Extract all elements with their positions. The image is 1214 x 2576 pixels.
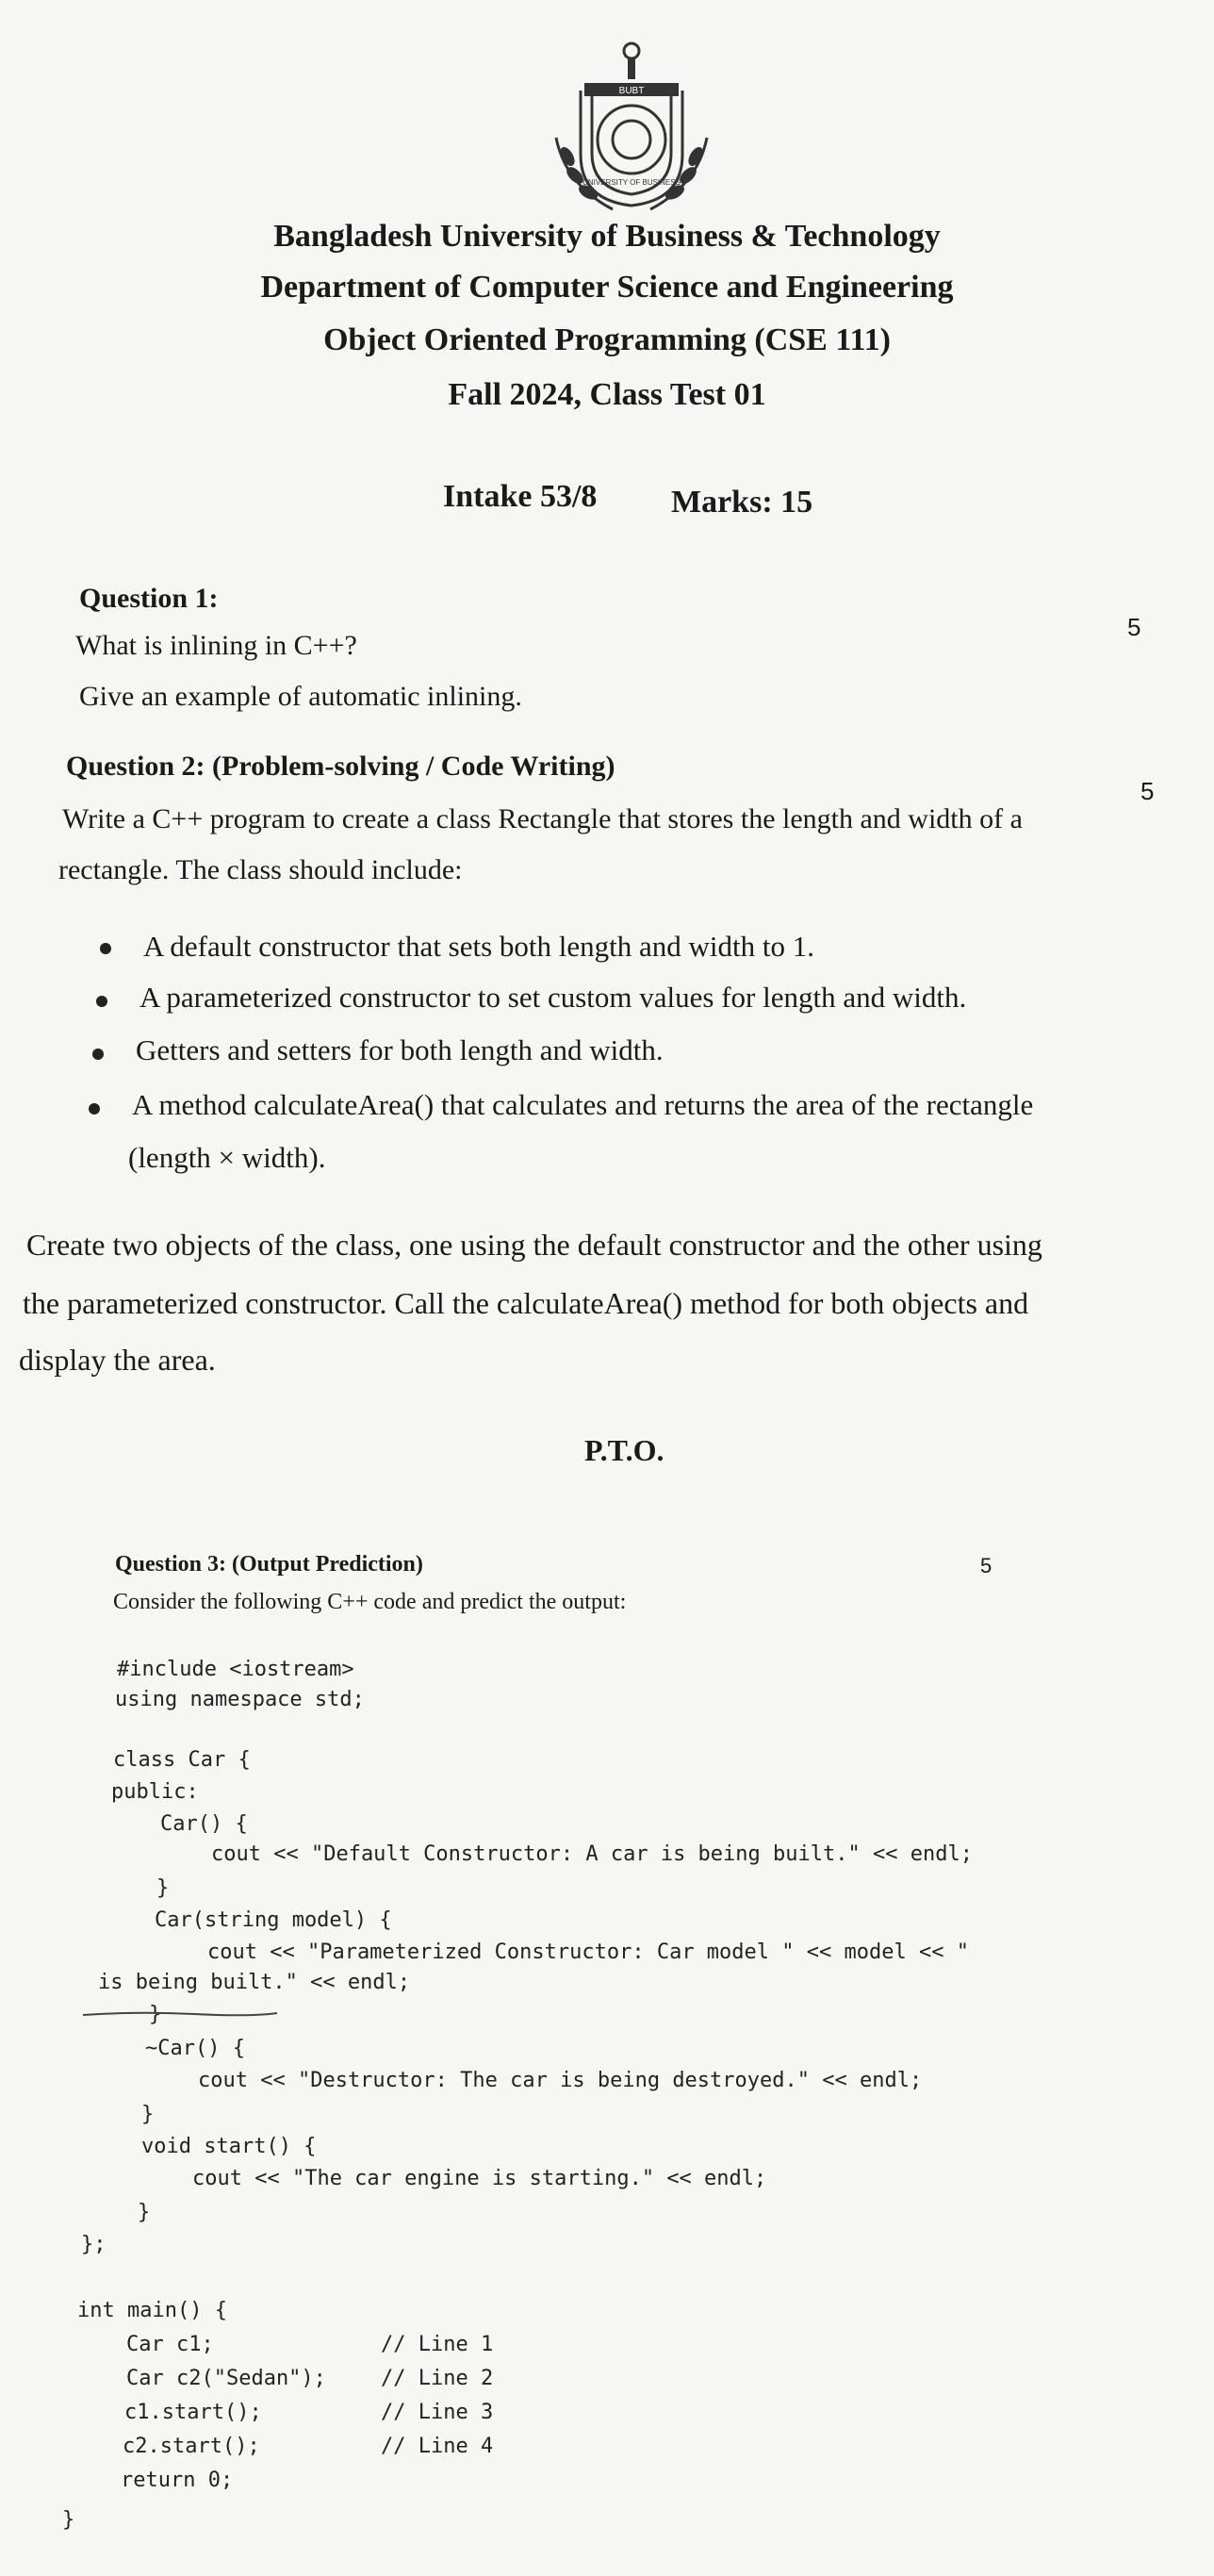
code-line: } [138,2201,151,2224]
course-title: Object Oriented Programming (CSE 111) [323,322,891,357]
question-1-line: Give an example of automatic inlining. [79,681,522,712]
code-line: public: [111,1780,199,1804]
pencil-strike-mark [81,2006,279,2023]
question-2-paragraph: display the area. [19,1343,216,1377]
question-1-line: What is inlining in C++? [75,630,357,661]
code-line: } [62,2508,75,2532]
code-line: c1.start(); [124,2401,262,2424]
code-line: cout << "Default Constructor: A car is being built." << endl; [211,1842,973,1866]
question-2-intro: rectangle. The class should include: [58,854,463,885]
code-comment: // Line 4 [381,2435,494,2458]
bullet-item: A parameterized constructor to set custom values for length and width. [139,981,967,1014]
code-line: Car c1; [126,2333,214,2356]
question-2-title: Question 2: (Problem-solving / Code Writing) [66,751,615,782]
bullet-dot [96,996,107,1007]
intake-label: Intake 53/8 [443,479,598,514]
pto-label: P.T.O. [584,1433,664,1467]
question-2-marks: 5 [1140,777,1155,805]
question-1-marks: 5 [1127,613,1141,641]
bullet-dot [100,943,111,954]
code-line: cout << "Destructor: The car is being destroyed." << endl; [198,2069,923,2092]
question-3-prompt: Consider the following C++ code and predict the output: [113,1590,627,1614]
question-3-marks: 5 [980,1554,993,1577]
code-line: } [156,1876,170,1900]
bullet-item: Getters and setters for both length and width. [136,1033,664,1066]
code-line: cout << "Parameterized Constructor: Car model " << model << " [207,1940,969,1964]
bullet-item: A default constructor that sets both length and width to 1. [143,930,815,963]
bullet-item: A method calculateArea() that calculates and returns the area of the rectangle [132,1088,1034,1121]
code-line: c2.start(); [123,2435,260,2458]
code-line: cout << "The car engine is starting." << endl; [192,2167,767,2190]
code-line: int main() { [77,2299,227,2322]
seal-top-text: BUBT [618,86,645,96]
code-line: } [141,2103,155,2126]
seal-ring-text: UNIVERSITY OF BUSINESS [582,178,681,187]
bullet-dot [89,1103,100,1115]
code-line: return 0; [121,2469,234,2492]
code-line: void start() { [141,2135,317,2158]
question-2-paragraph: Create two objects of the class, one using the default constructor and the other using [26,1228,1042,1262]
code-line: }; [81,2233,107,2256]
code-line: is being built." << endl; [98,1971,411,1994]
bullet-dot [92,1049,104,1060]
question-2-paragraph: the parameterized constructor. Call the calculateArea() method for both objects and [23,1286,1029,1320]
code-line: Car(string model) { [155,1908,392,1932]
code-comment: // Line 3 [381,2401,494,2424]
term-title: Fall 2024, Class Test 01 [448,377,766,412]
department-name: Department of Computer Science and Engineering [260,270,954,305]
code-line: Car c2("Sedan"); [126,2367,326,2390]
code-line: ~Car() { [145,2037,245,2060]
bullet-item-continuation: (length × width). [128,1141,326,1174]
question-2-intro: Write a C++ program to create a class Rectangle that stores the length and width of a [62,803,1023,834]
question-1-title: Question 1: [79,583,219,614]
code-line: Car() { [160,1812,248,1836]
code-comment: // Line 2 [381,2367,494,2390]
marks-label: Marks: 15 [671,485,813,520]
university-seal-logo [547,34,716,213]
code-line: } [149,2003,162,2026]
code-line: #include <iostream> [117,1658,354,1681]
code-comment: // Line 1 [381,2333,494,2356]
question-3-title: Question 3: (Output Prediction) [115,1552,423,1577]
university-name: Bangladesh University of Business & Technology [273,219,941,254]
code-line: class Car { [113,1748,251,1772]
code-line: using namespace std; [115,1688,365,1711]
